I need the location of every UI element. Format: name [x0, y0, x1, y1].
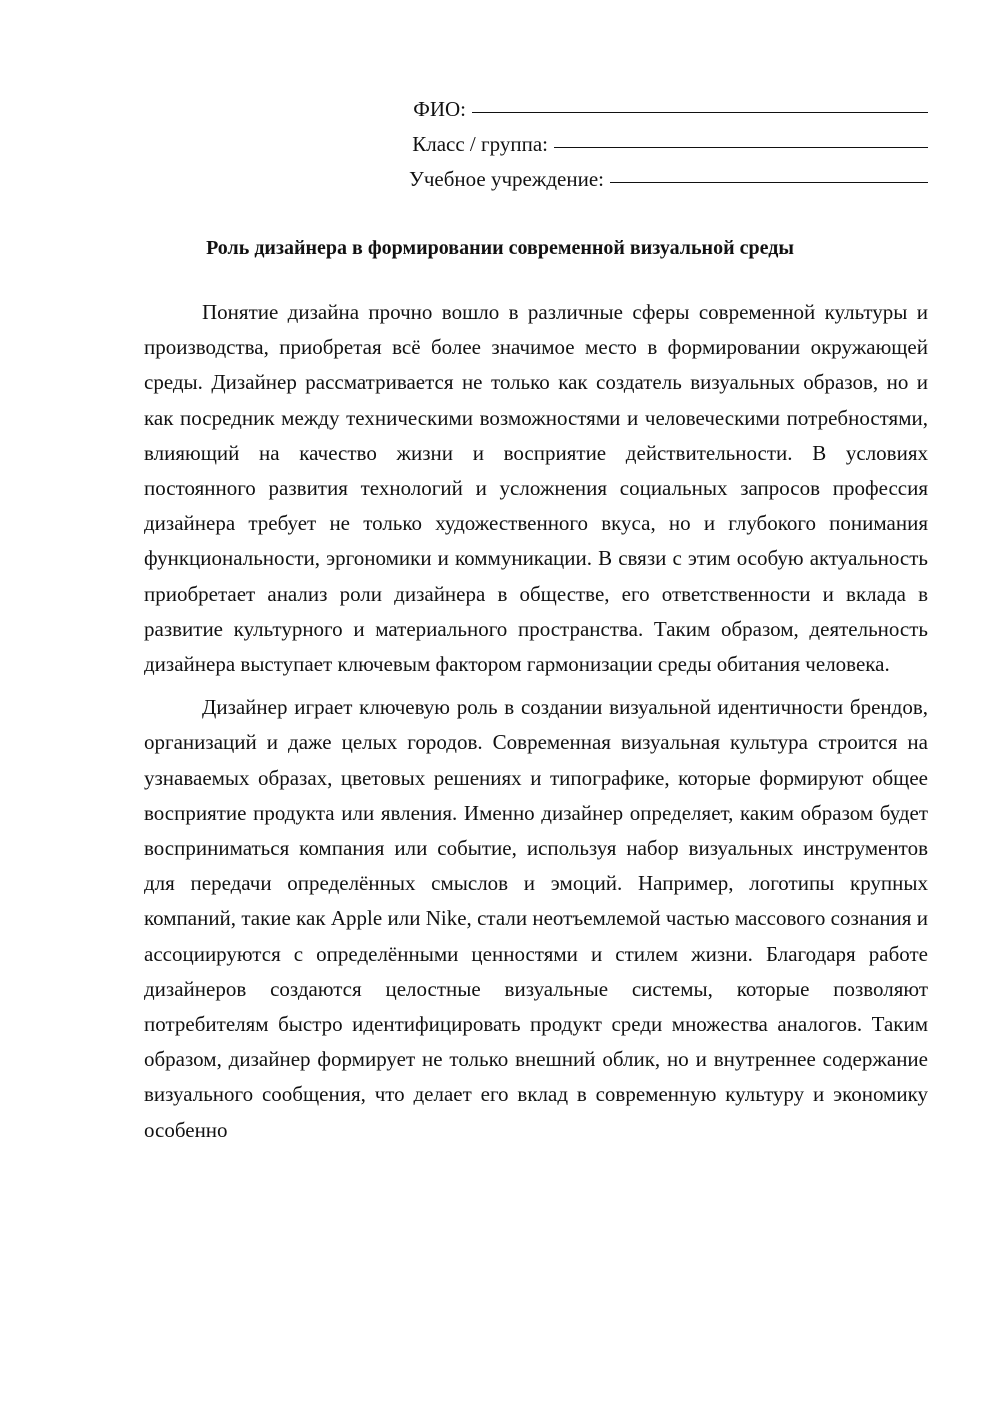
institution-blank-line[interactable]: [610, 159, 928, 183]
class-group-label: Класс / группа:: [412, 132, 548, 156]
document-title: Роль дизайнера в формировании современной визуальной среды: [206, 237, 794, 259]
institution-label: Учебное учреждение:: [408, 167, 604, 191]
institution-row: [308, 162, 928, 197]
document-body: [144, 295, 928, 1148]
fio-row: [308, 92, 928, 127]
fio-label: ФИО:: [413, 97, 466, 121]
class-group-row: [308, 127, 928, 162]
fio-blank-line[interactable]: [472, 89, 928, 113]
paragraph-1: Понятие дизайна прочно вошло в различные сферы современной культуры и производства, приобретая всё более значимое место в формировании окружающей среды. Дизайнер рассматривается не только как создатель визуальных образов, но и как посредник между техническими возможностями и человеческими потребностями, влияющий на качество жизни и восприятие действительности. В условиях постоянного развития технологий и усложнения социальных запросов профессия дизайнера требует не только художественного вкуса, но и глубокого понимания функциональности, эргономики и коммуникации. В связи с этим особую актуальность приобретает анализ роли дизайнера в обществе, его ответственности и вклада в развитие культурного и материального пространства. Таким образом, деятельность дизайнера выступает ключевым фактором гармонизации среды обитания человека.: [144, 300, 928, 677]
paragraph-2: Дизайнер играет ключевую роль в создании визуальной идентичности брендов, организаций и даже целых городов. Современная визуальная культура строится на узнаваемых образах, цветовых решениях и типографике, которые формируют общее восприятие продукта или явления. Именно дизайнер определяет, каким образом будет восприниматься компания или событие, используя набор визуальных инструментов для передачи определённых смыслов и эмоций. Например, логотипы крупных компаний, такие как Apple или Nike, стали неотъемлемой частью массового сознания и ассоциируются с определёнными ценностями и стилем жизни. Благодаря работе дизайнеров создаются целостные визуальные системы, которые позволяют потребителям быстро идентифицировать продукт среди множества аналогов. Таким образом, дизайнер формирует не только внешний облик, но и внутреннее содержание визуального сообщения, что делает его вклад в современную культуру и экономику особенно: [144, 695, 928, 1142]
class-group-blank-line[interactable]: [554, 124, 928, 148]
student-info-block: [308, 92, 928, 197]
